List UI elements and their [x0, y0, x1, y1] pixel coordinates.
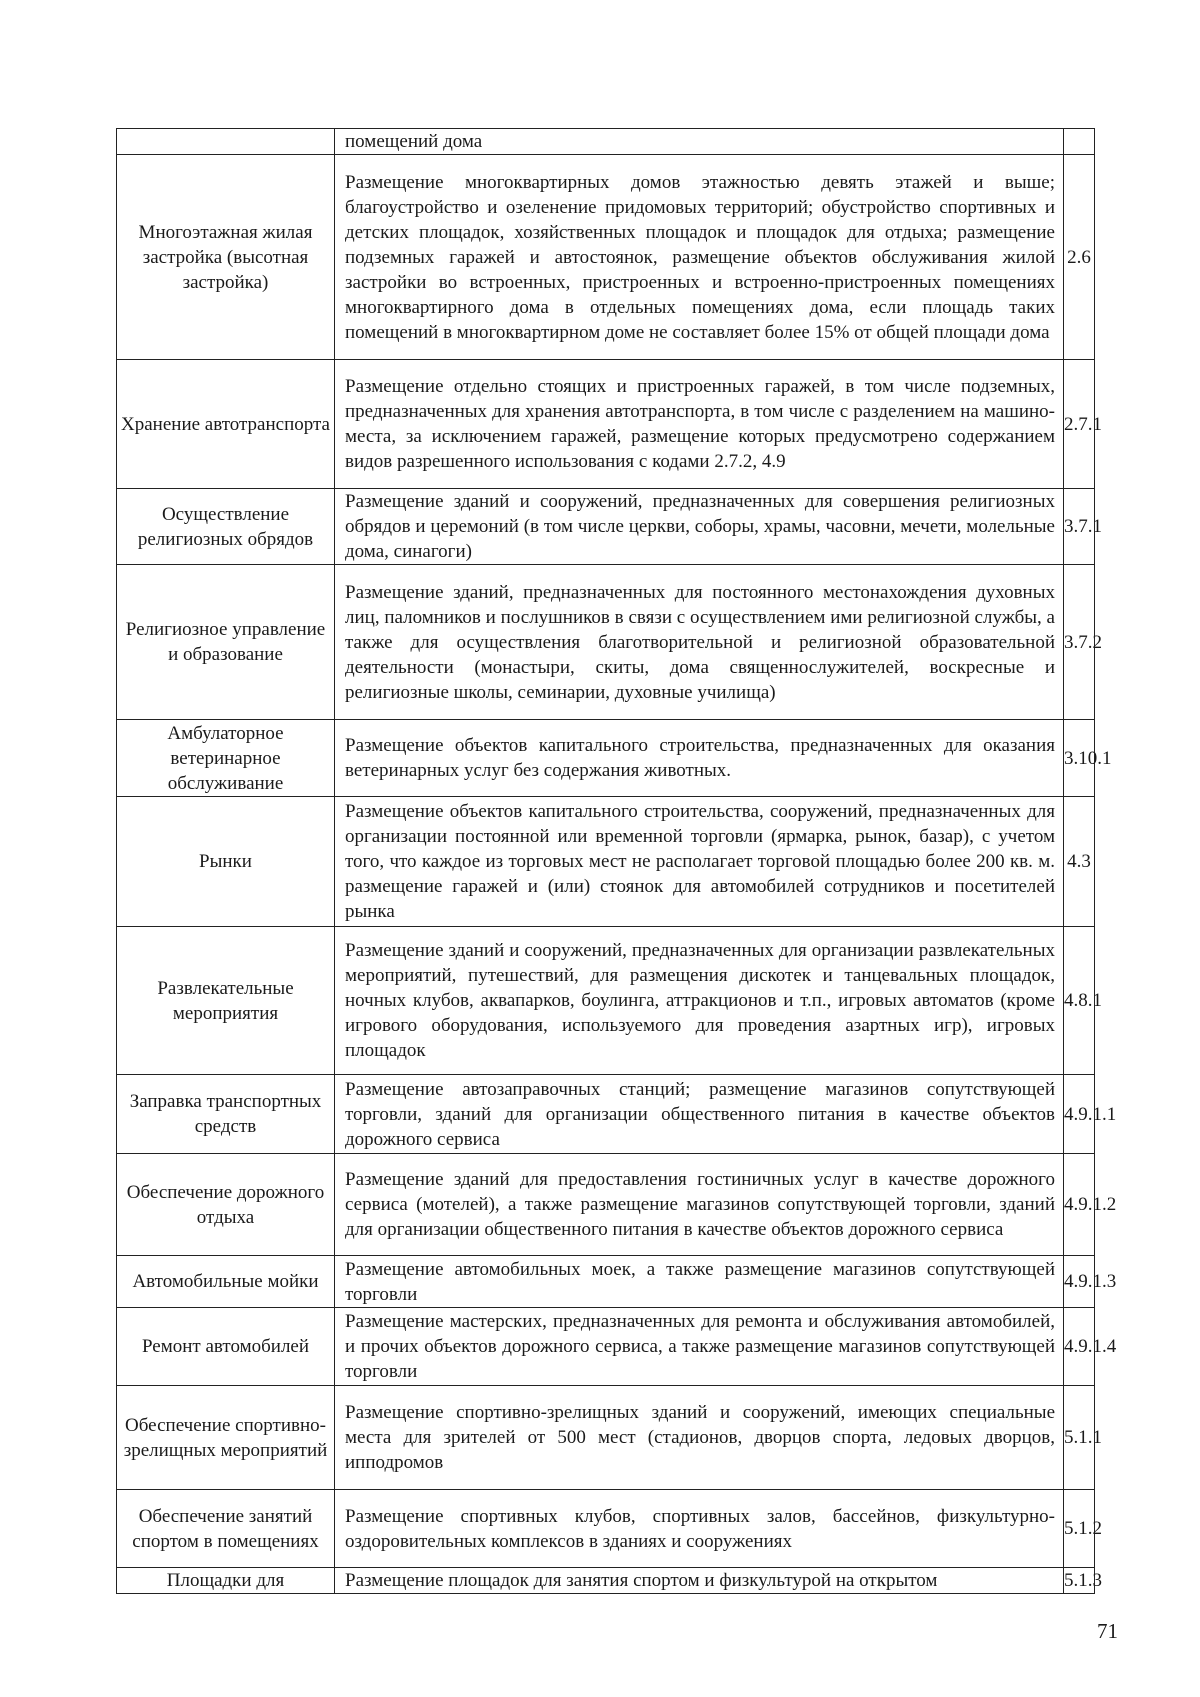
table-row	[117, 360, 1095, 489]
land-use-code-cell: 3.7.2	[1064, 565, 1095, 720]
table-row	[117, 720, 1095, 797]
land-use-name-cell: Автомобильные мойки	[117, 1256, 335, 1308]
land-use-name-cell: Развлекательные мероприятия	[117, 927, 335, 1075]
land-use-name-cell: Обеспечение дорожного отдыха	[117, 1154, 335, 1256]
land-use-name-cell: Хранение автотранспорта	[117, 360, 335, 489]
table-row	[117, 129, 1095, 155]
table-row	[117, 565, 1095, 720]
table-row	[117, 1256, 1095, 1308]
land-use-name-cell: Религиозное управление и образование	[117, 565, 335, 720]
land-use-name-cell	[117, 129, 335, 155]
land-use-description-cell: Размещение автомобильных моек, а также размещение магазинов сопутствующей торговли	[335, 1256, 1064, 1308]
table-row	[117, 797, 1095, 927]
land-use-code-cell: 4.9.1.3	[1064, 1256, 1095, 1308]
table-row	[117, 1075, 1095, 1154]
land-use-name-cell: Обеспечение спортивно-зрелищных мероприятий	[117, 1386, 335, 1490]
land-use-description-cell: Размещение зданий, предназначенных для постоянного местонахождения духовных лиц, паломников и послушников в связи с осуществлением ими религиозной службы, а также для осуществления благотворительной и религиозной образовательной деятельности (монастыри, скиты, дома священнослужителей, воскресные и религиозные школы, семинарии, духовные училища)	[335, 565, 1064, 720]
land-use-code-cell: 5.1.2	[1064, 1490, 1095, 1568]
land-use-code-cell: 4.8.1	[1064, 927, 1095, 1075]
land-use-code-cell: 4.3	[1064, 797, 1095, 927]
land-use-code-cell: 4.9.1.4	[1064, 1308, 1095, 1386]
land-use-description-cell: Размещение объектов капитального строительства, сооружений, предназначенных для организации постоянной или временной торговли (ярмарка, рынок, базар), с учетом того, что каждое из торговых мест не располагает торговой площадью более 200 кв. м. размещение гаражей и (или) стоянок для автомобилей сотрудников и посетителей рынка	[335, 797, 1064, 927]
land-use-description-cell: Размещение отдельно стоящих и пристроенных гаражей, в том числе подземных, предназначенных для хранения автотранспорта, в том числе с разделением на машино-места, за исключением гаражей, размещение которых предусмотрено содержанием видов разрешенного использования с кодами 2.7.2, 4.9	[335, 360, 1064, 489]
land-use-description-cell: Размещение мастерских, предназначенных для ремонта и обслуживания автомобилей, и прочих объектов дорожного сервиса, а также размещение магазинов сопутствующей торговли	[335, 1308, 1064, 1386]
land-use-description-cell: Размещение спортивно-зрелищных зданий и сооружений, имеющих специальные места для зрителей от 500 мест (стадионов, дворцов спорта, ледовых дворцов, ипподромов	[335, 1386, 1064, 1490]
land-use-name-cell: Обеспечение занятий спортом в помещениях	[117, 1490, 335, 1568]
table-row	[117, 1568, 1095, 1594]
land-use-code-cell: 2.7.1	[1064, 360, 1095, 489]
land-use-name-cell: Многоэтажная жилая застройка (высотная застройка)	[117, 155, 335, 360]
table-row	[117, 927, 1095, 1075]
land-use-code-cell: 5.1.1	[1064, 1386, 1095, 1490]
land-use-name-cell: Осуществление религиозных обрядов	[117, 489, 335, 565]
land-use-name-cell: Амбулаторное ветеринарное обслуживание	[117, 720, 335, 797]
table-row	[117, 1386, 1095, 1490]
land-use-description-cell: Размещение зданий для предоставления гостиничных услуг в качестве дорожного сервиса (мотелей), а также размещение магазинов сопутствующей торговли, зданий для организации общественного питания в качестве объектов дорожного сервиса	[335, 1154, 1064, 1256]
table-row	[117, 1490, 1095, 1568]
land-use-description-cell: Размещение спортивных клубов, спортивных залов, бассейнов, физкультурно-оздоровительных комплексов в зданиях и сооружениях	[335, 1490, 1064, 1568]
land-use-table	[116, 128, 1117, 1594]
land-use-description-cell: Размещение площадок для занятия спортом и физкультурой на открытом	[335, 1568, 1064, 1594]
land-use-code-cell: 3.7.1	[1064, 489, 1095, 565]
land-use-description-cell: Размещение объектов капитального строительства, предназначенных для оказания ветеринарных услуг без содержания животных.	[335, 720, 1064, 797]
land-use-code-cell: 3.10.1	[1064, 720, 1095, 797]
land-use-code-cell: 4.9.1.1	[1064, 1075, 1095, 1154]
table-row	[117, 155, 1095, 360]
land-use-description-cell: Размещение автозаправочных станций; размещение магазинов сопутствующей торговли, зданий для организации общественного питания в качестве объектов дорожного сервиса	[335, 1075, 1064, 1154]
land-use-name-cell: Рынки	[117, 797, 335, 927]
land-use-description-cell: помещений дома	[335, 129, 1064, 155]
land-use-code-cell: 5.1.3	[1064, 1568, 1095, 1594]
land-use-code-cell: 4.9.1.2	[1064, 1154, 1095, 1256]
table-row	[117, 1154, 1095, 1256]
land-use-description-cell: Размещение многоквартирных домов этажностью девять этажей и выше; благоустройство и озеленение придомовых территорий; обустройство спортивных и детских площадок, хозяйственных площадок и площадок для отдыха; размещение подземных гаражей и автостоянок, размещение объектов обслуживания жилой застройки во встроенных, пристроенных и встроенно-пристроенных помещениях многоквартирного дома в отдельных помещениях дома, если площадь таких помещений в многоквартирном доме не составляет более 15% от общей площади дома	[335, 155, 1064, 360]
land-use-code-cell: 2.6	[1064, 155, 1095, 360]
land-use-description-cell: Размещение зданий и сооружений, предназначенных для организации развлекательных мероприятий, путешествий, для размещения дискотек и танцевальных площадок, ночных клубов, аквапарков, боулинга, аттракционов и т.п., игровых автоматов (кроме игрового оборудования, используемого для проведения азартных игр), игровых площадок	[335, 927, 1064, 1075]
land-use-name-cell: Ремонт автомобилей	[117, 1308, 335, 1386]
land-use-name-cell: Площадки для	[117, 1568, 335, 1594]
land-use-description-cell: Размещение зданий и сооружений, предназначенных для совершения религиозных обрядов и церемоний (в том числе церкви, соборы, храмы, часовни, мечети, молельные дома, синагоги)	[335, 489, 1064, 565]
table-body	[117, 129, 1117, 1594]
table-row	[117, 489, 1095, 565]
page-number: 71	[1097, 1619, 1118, 1643]
land-use-name-cell: Заправка транспортных средств	[117, 1075, 335, 1154]
land-use-code-cell	[1064, 129, 1095, 155]
table-row	[117, 1308, 1095, 1386]
